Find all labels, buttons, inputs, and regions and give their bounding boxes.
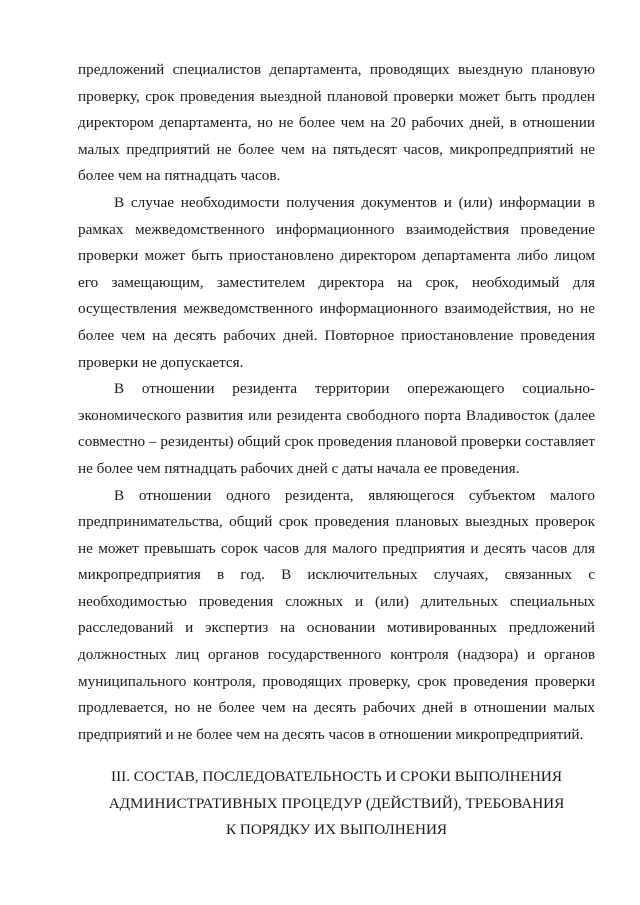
body-text bbox=[78, 57, 595, 748]
paragraph-3: В отношении резидента территории опережающего социально-экономического развития или резидента свободного порта Владивосток (далее совместно – резиденты) общий срок проведения плановой проверки составляет не более чем пятнадцать рабочих дней с даты начала ее проведения. bbox=[78, 380, 595, 477]
section-heading bbox=[78, 764, 595, 844]
section-heading-line-1: III. СОСТАВ, ПОСЛЕДОВАТЕЛЬНОСТЬ И СРОКИ ВЫПОЛНЕНИЯ bbox=[111, 768, 562, 785]
paragraph-4: В отношении одного резидента, являющегося субъектом малого предпринимательства, общий срок проведения плановых выездных проверок не может превышать сорок часов для малого предприятия и десять часов для микропредприятия в год. В исключительных случаях, связанных с необходимостью проведения сложных и (или) длительных специальных расследований и экспертиз на основании мотивированных предложений должностных лиц органов государственного контроля (надзора) и органов муниципального контроля, проводящих проверку, срок проведения проверки продлевается, но не более чем на десять рабочих дней в отношении малых предприятий и не более чем на десять часов в отношении микропредприятий. bbox=[78, 486, 595, 743]
section-heading-line-3: К ПОРЯДКУ ИХ ВЫПОЛНЕНИЯ bbox=[225, 821, 448, 838]
section-heading-line-2: АДМИНИСТРАТИВНЫХ ПРОЦЕДУР (ДЕЙСТВИЙ), ТРЕБОВАНИЯ bbox=[108, 794, 565, 812]
paragraph-1: предложений специалистов департамента, проводящих выездную плановую проверку, срок проведения выездной плановой проверки может быть продлен директором департамента, но не более чем на 20 рабочих дней, в отношении малых предприятий не более чем на пятьдесят часов, микропредприятий не более чем на пятнадцать часов. bbox=[78, 61, 595, 185]
paragraph-2: В случае необходимости получения документов и (или) информации в рамках межведомственного информационного взаимодействия проведение проверки может быть приостановлено директором департамента либо лицом его замещающим, заместителем директора на срок, необходимый для осуществления межведомственного информационного взаимодействия, но не более чем на десять рабочих дней. Повторное приостановление проведения проверки не допускается. bbox=[78, 193, 595, 371]
